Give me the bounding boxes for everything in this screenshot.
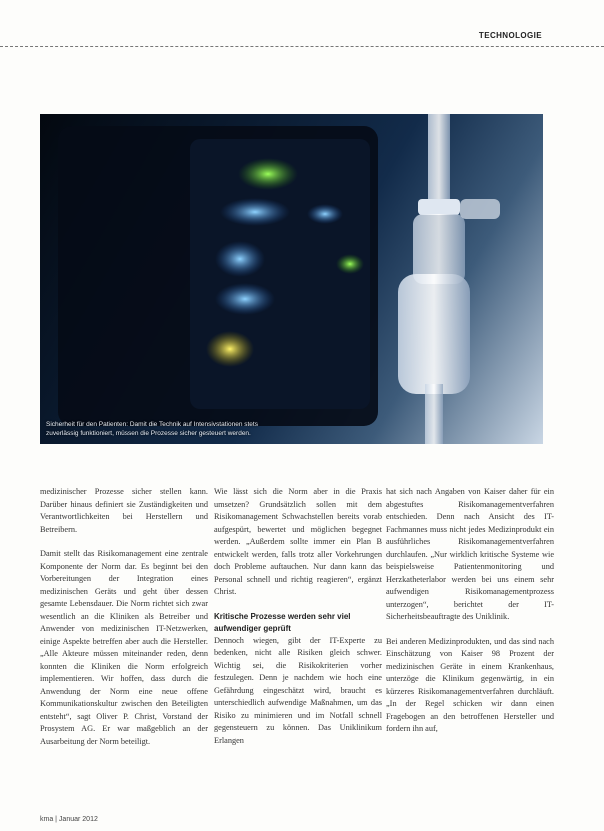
iv-monitor-illustration (40, 114, 543, 444)
paragraph: Damit stellt das Risikomanagement eine zentrale Komponente der Norm dar. Es beginnt bei den Vorbereitungen der Integration eines medizinischen Geräts und geht über dessen gesamte Lebensdauer. Die Norm richtet sich zwar wesentlich an die Kliniken als Betreiber und Anwender von medizinischen IT-Netzwerken, einige Aspekte betreffen aber auch die Hersteller. „Alle Akteure müssen miteinander reden, denn konnten die Kliniken die Norm erfolgreich implementieren. Wir hoffen, dass durch die Anwendung der Norm eine neue offene Kommunikationskultur zwischen den Beteiligten entsteht“, sagt Oliver P. Christ, Vorstand der Prosystem AG. Er war maßgeblich an der Ausarbeitung der Norm beteiligt. (40, 549, 208, 746)
text-column-1 (40, 486, 208, 760)
paragraph: hat sich nach Angaben von Kaiser daher für ein abgestuftes Risikomanagementverfahren entschieden. Denn nach Ansicht des IT-Fachmannes muss nicht jedes Medizinprodukt ein ausführliches Risikomanagementverfahren durchlaufen. „Nur wirklich kritische Systeme wie beispielsweise Patientenmonitoring und Herzkatheterlabor werden bei uns einem sehr aufwendigen Risikomanagementprozess unterzogen“, berichtet der IT-Sicherheitsbeauftragte des Uniklinik. (386, 487, 554, 621)
section-label: TECHNOLOGIE (478, 31, 542, 40)
paragraph: Wie lässt sich die Norm aber in die Praxis umsetzen? Grundsätzlich sollen mit dem Risikomanagement Schwachstellen bereits vorab aufgespürt, bewertet und möglichen begegnet werden. „Außerdem sollte immer ein Plan B entwickelt werden, falls trotz aller Vorkehrungen doch Probleme auftauchen. Nur dann kann das Personal schnell und richtig reagieren“, ergänzt Christ. (214, 487, 382, 596)
paragraph: medizinischer Prozesse sicher stellen kann. Darüber hinaus definiert sie Zuständigkeiten und Verantwortlichkeiten bei Herstellern und Betreibern. (40, 487, 208, 534)
paragraph: Bei anderen Medizinprodukten, und das sind nach Einschätzung von Kaiser 98 Prozent der medizinischen Geräte in einem Krankenhaus, unterzöge die Klinikum gegenwärtig, in ein kürzeres Risikomanagementverfahren durchläuft. „In der Regel schicken wir dann einen Fragebogen an den betroffenen Hersteller und fordern ihn auf, (386, 636, 554, 733)
text-column-2 (214, 486, 382, 759)
text-column-3 (386, 486, 554, 748)
subheading: Kritische Prozesse werden sehr viel aufwendiger geprüft (214, 611, 351, 633)
photo-caption: Sicherheit für den Patienten: Damit die Technik auf Intensivstationen stets zuverlässig funktioniert, müssen die Prozesse sicher gesteuert werden. (46, 421, 258, 437)
header-rule (0, 46, 604, 47)
article-photo (40, 114, 543, 444)
page-footer: kma | Januar 2012 (40, 816, 98, 823)
paragraph: Dennoch wiegen, gibt der IT-Experte zu bedenken, nicht alle Risiken gleich schwer. Wichtig sei, die Risikokriterien vorher festzulegen. Denn je nachdem wie hoch eine Gefährdung eingeschätzt wird, braucht es unterschiedlich aufwendige Maßnahmen, um das Risiko zu minimieren und im Notfall schnell gegensteuern zu können. Das Uniklinikum Erlangen (214, 635, 382, 745)
